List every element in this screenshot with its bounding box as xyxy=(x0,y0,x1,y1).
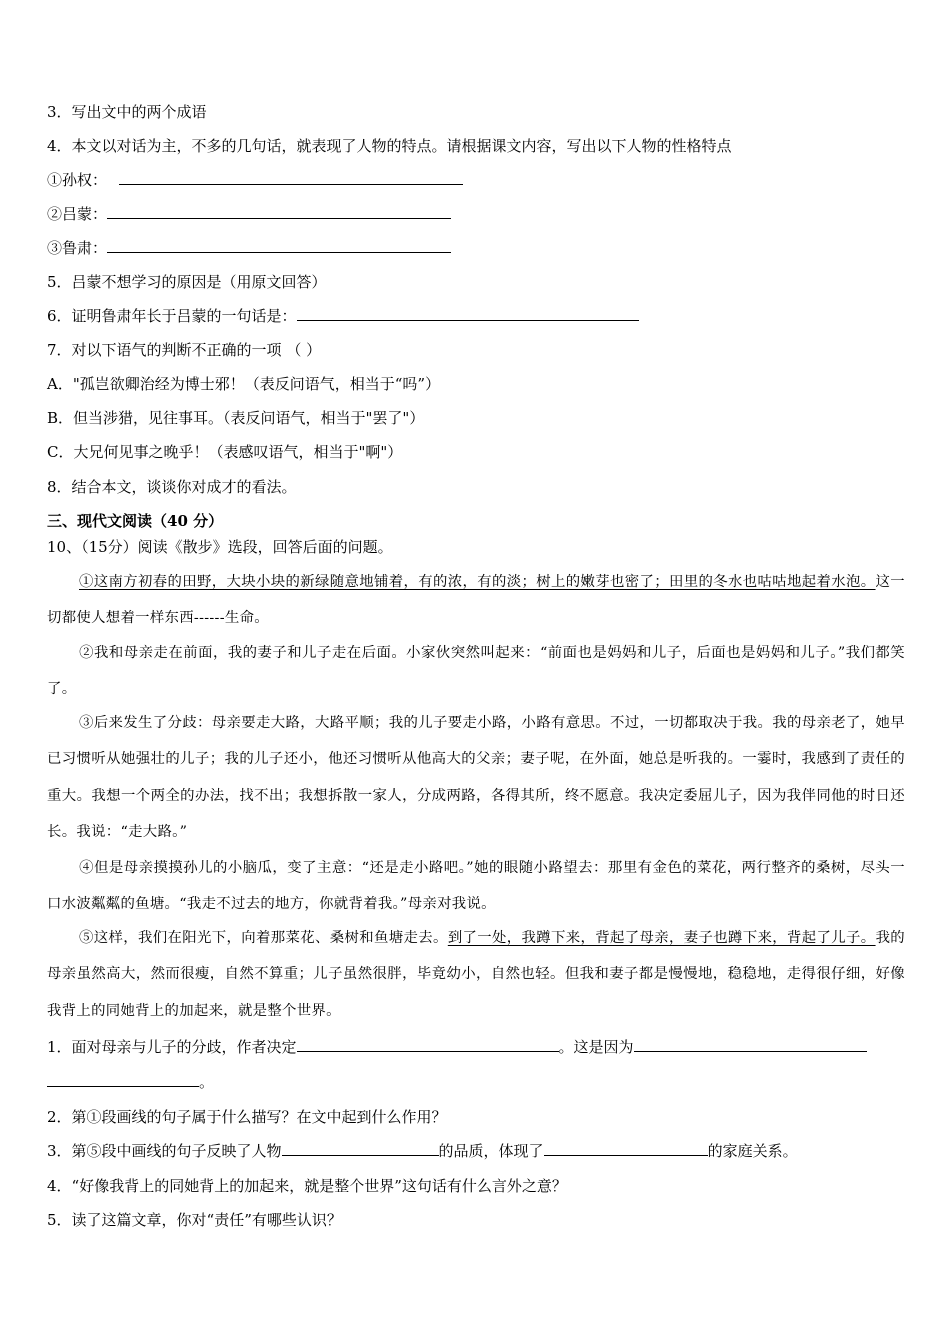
passage-paragraph-2 xyxy=(47,635,905,708)
lusu-label: ③鲁肃： xyxy=(47,239,108,257)
section-three-heading: 三、现代文阅读（40 分） xyxy=(47,512,224,530)
passage-paragraph-3 xyxy=(47,705,905,850)
question-5-text: 5．吕蒙不想学习的原因是（用原文回答） xyxy=(47,273,327,291)
sunquan-label: ①孙权： xyxy=(47,171,108,189)
reading-q5-text: 5．读了这篇文章，你对“责任”有哪些认识？ xyxy=(47,1211,342,1229)
question-6 xyxy=(47,305,639,327)
question-6-text: 6．证明鲁肃年长于吕蒙的一句话是： xyxy=(47,307,297,325)
question-7-option-a xyxy=(47,373,440,395)
question-4-lusu xyxy=(47,237,451,259)
option-a-text: A．"孤岂欲卿治经为博士邪！（表反问语气，相当于“吗”） xyxy=(47,375,441,393)
option-b-text: B．但当涉猎，见往事耳。（表反问语气，相当于"罢了"） xyxy=(47,409,425,427)
reading-q1-text-b: 。这是因为 xyxy=(558,1038,634,1056)
question-4-sunquan xyxy=(47,169,463,191)
lvmeng-label: ②吕蒙： xyxy=(47,205,108,223)
reading-q1-end: 。 xyxy=(199,1073,215,1091)
paragraph-5-rest: 我的母亲虽然高大，然而很瘦，自然不算重；儿子虽然很胖，毕竟幼小，自然也轻。但我和妻子都是慢慢地，稳稳地，走得很仔细，好像我背上的同她背上的加起来，就是整个世界。 xyxy=(47,930,906,1019)
passage-paragraph-1 xyxy=(47,564,905,637)
reading-question-4 xyxy=(47,1175,567,1197)
question-4-lvmeng xyxy=(47,203,451,225)
question-4-text: 4．本文以对话为主，不多的几句话，就表现了人物的特点。请根据课文内容，写出以下人物的性格特点 xyxy=(47,137,732,155)
paragraph-5-start: ⑤这样，我们在阳光下，向着那菜花、桑树和鱼塘走去。 xyxy=(79,930,448,946)
question-4 xyxy=(47,135,732,157)
reading-question-1 xyxy=(47,1036,867,1058)
reading-q2-text: 2．第①段画线的句子属于什么描写？在文中起到什么作用？ xyxy=(47,1108,447,1126)
reading-q3-text-a: 3．第⑤段中画线的句子反映了人物 xyxy=(47,1142,282,1160)
reading-q3-text-b: 的品质，体现了 xyxy=(438,1142,544,1160)
reading-q3-blank-1[interactable] xyxy=(282,1140,439,1156)
lusu-answer-blank[interactable] xyxy=(107,237,451,253)
paragraph-1-underlined: ①这南方初春的田野，大块小块的新绿随意地铺着，有的浓，有的淡；树上的嫩芽也密了；田里的冬水也咕咕地起着水泡。 xyxy=(79,574,876,590)
question-7 xyxy=(47,339,321,361)
reading-q1-blank-1[interactable] xyxy=(297,1036,559,1052)
passage-paragraph-4 xyxy=(47,850,905,923)
question-3 xyxy=(47,101,207,123)
reading-q3-blank-2[interactable] xyxy=(544,1140,708,1156)
passage-paragraph-5 xyxy=(47,920,905,1029)
lvmeng-answer-blank[interactable] xyxy=(107,203,451,219)
question-8 xyxy=(47,476,297,498)
reading-q1-text-a: 1．面对母亲与儿子的分歧，作者决定 xyxy=(47,1038,297,1056)
reading-question-5 xyxy=(47,1209,342,1231)
reading-question-3 xyxy=(47,1140,798,1162)
reading-question-2 xyxy=(47,1106,447,1128)
paragraph-3-text: ③后来发生了分歧：母亲要走大路，大路平顺；我的儿子要走小路，小路有意思。不过，一切都取决于我。我的母亲老了，她早已习惯听从她强壮的儿子；我的儿子还小，他还习惯听从他高大的父亲；妻子呢，在外面，她总是听我的。一霎时，我感到了责任的重大。我想一个两全的办法，找不出；我想拆散一家人，分成两路，各得其所，终不愿意。我决定委屈儿子，因为我伴同他的时日还长。我说：“走大路。” xyxy=(47,715,905,840)
question-7-option-b xyxy=(47,407,424,429)
reading-q1-blank-3[interactable] xyxy=(47,1071,199,1087)
reading-intro: 10、（15分）阅读《散步》选段，回答后面的问题。 xyxy=(47,538,393,556)
paragraph-2-text: ②我和母亲走在前面，我的妻子和儿子走在后面。小家伙突然叫起来：“前面也是妈妈和儿子，后面也是妈妈和儿子。”我们都笑了。 xyxy=(47,645,905,698)
reading-q3-text-c: 的家庭关系。 xyxy=(707,1142,798,1160)
paragraph-1-rest: 这一切都使人想着一样东西------生命。 xyxy=(47,574,905,627)
paragraph-5-underlined: 到了一处，我蹲下来，背起了母亲，妻子也蹲下来，背起了儿子。 xyxy=(447,930,876,946)
sunquan-answer-blank[interactable] xyxy=(119,169,463,185)
question-8-text: 8．结合本文，谈谈你对成才的看法。 xyxy=(47,478,297,496)
question-7-option-c xyxy=(47,441,402,463)
question-6-answer-blank[interactable] xyxy=(297,305,639,321)
reading-q4-text: 4．“好像我背上的同她背上的加起来，就是整个世界”这句话有什么言外之意？ xyxy=(47,1177,567,1195)
reading-question-1-cont xyxy=(47,1071,214,1093)
reading-q1-blank-2[interactable] xyxy=(634,1036,867,1052)
option-c-text: C．大兄何见事之晚乎！（表感叹语气，相当于"啊"） xyxy=(47,443,403,461)
question-5 xyxy=(47,271,327,293)
question-3-text: 3．写出文中的两个成语 xyxy=(47,103,207,121)
question-7-text: 7．对以下语气的判断不正确的一项 （ ） xyxy=(47,341,322,359)
paragraph-4-text: ④但是母亲摸摸孙儿的小脑瓜，变了主意：“还是走小路吧。”她的眼随小路望去：那里有金色的菜花，两行整齐的桑树，尽头一口水波粼粼的鱼塘。“我走不过去的地方，你就背着我。”母亲对我说。 xyxy=(47,860,905,913)
